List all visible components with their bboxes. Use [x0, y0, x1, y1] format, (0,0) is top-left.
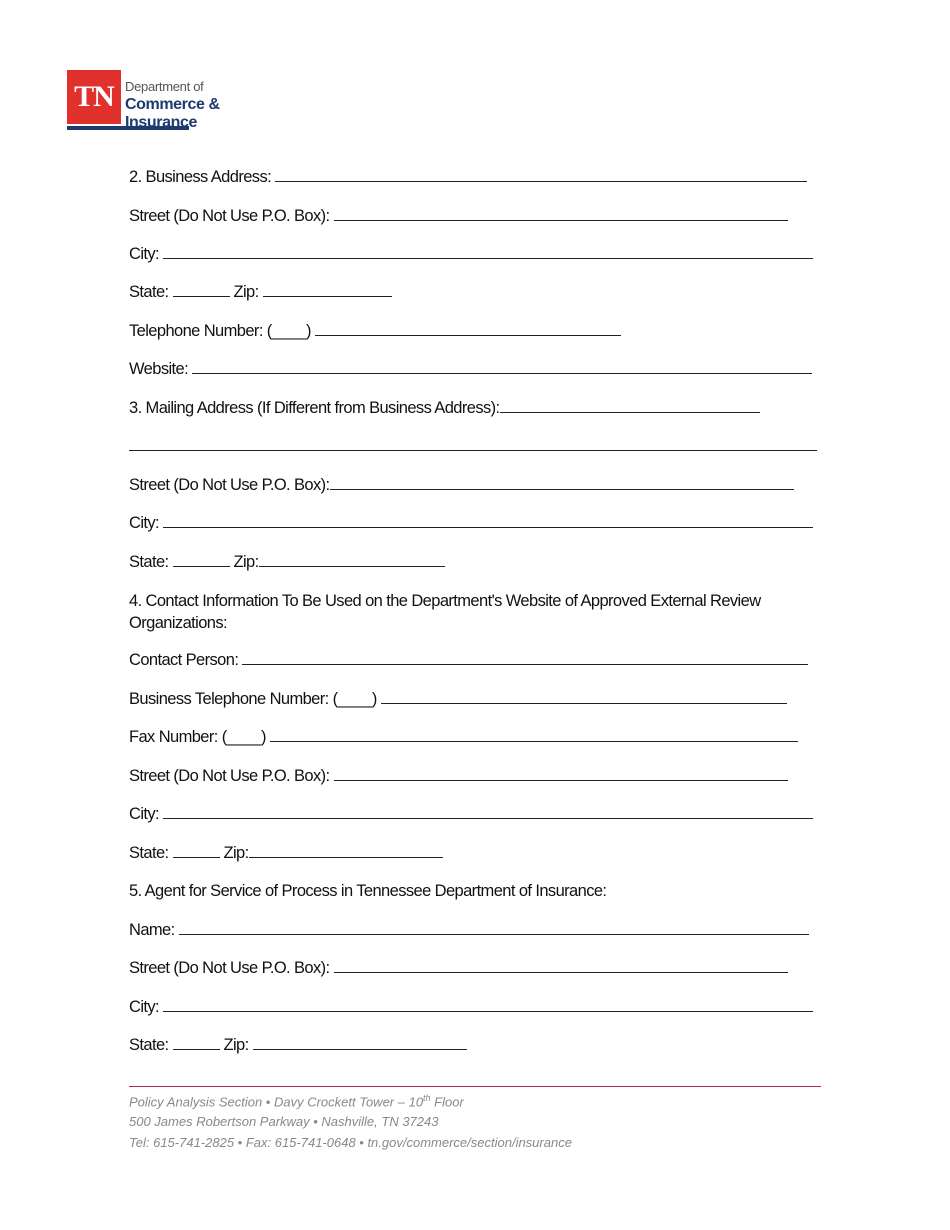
telephone-field[interactable] — [315, 321, 621, 336]
website-label: Website: — [129, 360, 189, 378]
city-field[interactable] — [163, 997, 813, 1012]
state-field[interactable] — [173, 1035, 220, 1050]
state-label: State: — [129, 844, 169, 862]
city-label: City: — [129, 514, 160, 532]
state-zip-row-4 — [129, 1035, 467, 1055]
business-address-row — [129, 167, 807, 187]
city-row-2 — [129, 513, 813, 533]
footer-superscript: th — [423, 1093, 431, 1103]
footer-floor: Floor — [430, 1094, 464, 1110]
mailing-address-label: 3. Mailing Address (If Different from Business Address): — [129, 399, 500, 417]
city-label: City: — [129, 245, 160, 263]
area-code-field[interactable]: (____) — [221, 728, 266, 746]
city-row-3 — [129, 804, 813, 824]
agent-heading: 5. Agent for Service of Process in Tennessee Department of Insurance: — [129, 882, 607, 900]
state-label: State: — [129, 1036, 169, 1054]
name-label: Name: — [129, 921, 175, 939]
footer-address-section: Policy Analysis Section • Davy Crockett Tower – 10 — [129, 1094, 424, 1110]
street-label: Street (Do Not Use P.O. Box): — [129, 476, 330, 494]
street-label: Street (Do Not Use P.O. Box): — [129, 959, 330, 977]
state-label: State: — [129, 553, 169, 571]
state-zip-row-1 — [129, 282, 392, 302]
telephone-row — [129, 321, 621, 341]
area-code-field[interactable]: (____) — [266, 322, 311, 340]
city-field[interactable] — [163, 244, 813, 259]
footer-line-1 — [129, 1093, 464, 1109]
zip-label: Zip: — [233, 553, 259, 571]
street-field[interactable] — [330, 475, 794, 490]
state-field[interactable] — [173, 843, 220, 858]
business-address-field[interactable] — [275, 167, 807, 182]
website-field[interactable] — [192, 359, 812, 374]
zip-field[interactable] — [249, 843, 443, 858]
street-row-2 — [129, 475, 794, 495]
business-telephone-label: Business Telephone Number: — [129, 690, 329, 708]
city-label: City: — [129, 805, 160, 823]
logo-department-of: Department of — [125, 79, 204, 94]
website-row — [129, 359, 812, 379]
footer-line-3: Tel: 615-741-2825 • Fax: 615-741-0648 • tn.gov/commerce/section/insurance — [129, 1135, 572, 1150]
contact-information-heading: 4. Contact Information To Be Used on the Department's Website of Approved External Review Organizations: — [129, 592, 761, 632]
state-field[interactable] — [173, 282, 230, 297]
street-row-3 — [129, 766, 788, 786]
footer-line-2: 500 James Robertson Parkway • Nashville, TN 37243 — [129, 1114, 439, 1129]
business-address-label: 2. Business Address: — [129, 168, 272, 186]
zip-label: Zip: — [223, 844, 249, 862]
business-telephone-row — [129, 689, 787, 709]
fax-number-label: Fax Number: — [129, 728, 218, 746]
logo-name-line2: Insurance — [125, 114, 197, 131]
city-field[interactable] — [163, 513, 813, 528]
contact-person-row — [129, 650, 808, 670]
city-label: City: — [129, 998, 160, 1016]
department-logo — [67, 70, 232, 132]
logo-name-line1: Commerce & — [125, 96, 220, 113]
contact-person-label: Contact Person: — [129, 651, 239, 669]
tn-logo-box: TN — [67, 70, 121, 124]
state-label: State: — [129, 283, 169, 301]
state-zip-row-2 — [129, 552, 445, 572]
name-row — [129, 920, 809, 940]
name-field[interactable] — [179, 920, 809, 935]
mailing-address-row — [129, 398, 760, 418]
mailing-address-continued-row — [129, 436, 817, 456]
area-code-field[interactable]: (____) — [332, 690, 377, 708]
state-field[interactable] — [173, 552, 230, 567]
city-field[interactable] — [163, 804, 813, 819]
street-row-4 — [129, 958, 788, 978]
mailing-address-field-2[interactable] — [129, 436, 817, 451]
business-telephone-field[interactable] — [381, 689, 787, 704]
zip-field[interactable] — [259, 552, 445, 567]
street-field[interactable] — [334, 958, 788, 973]
fax-number-row — [129, 727, 798, 747]
logo-name — [125, 96, 220, 132]
zip-field[interactable] — [263, 282, 392, 297]
fax-number-field[interactable] — [270, 727, 798, 742]
contact-person-field[interactable] — [242, 650, 808, 665]
street-label: Street (Do Not Use P.O. Box): — [129, 767, 330, 785]
city-row-4 — [129, 997, 813, 1017]
street-row-1 — [129, 206, 788, 226]
mailing-address-field[interactable] — [500, 398, 760, 413]
city-row-1 — [129, 244, 813, 264]
zip-label: Zip: — [223, 1036, 249, 1054]
footer-divider — [129, 1086, 821, 1087]
zip-field[interactable] — [253, 1035, 467, 1050]
street-label: Street (Do Not Use P.O. Box): — [129, 207, 330, 225]
telephone-label: Telephone Number: — [129, 322, 263, 340]
street-field[interactable] — [334, 206, 788, 221]
zip-label: Zip: — [233, 283, 259, 301]
street-field[interactable] — [334, 766, 788, 781]
state-zip-row-3 — [129, 843, 443, 863]
